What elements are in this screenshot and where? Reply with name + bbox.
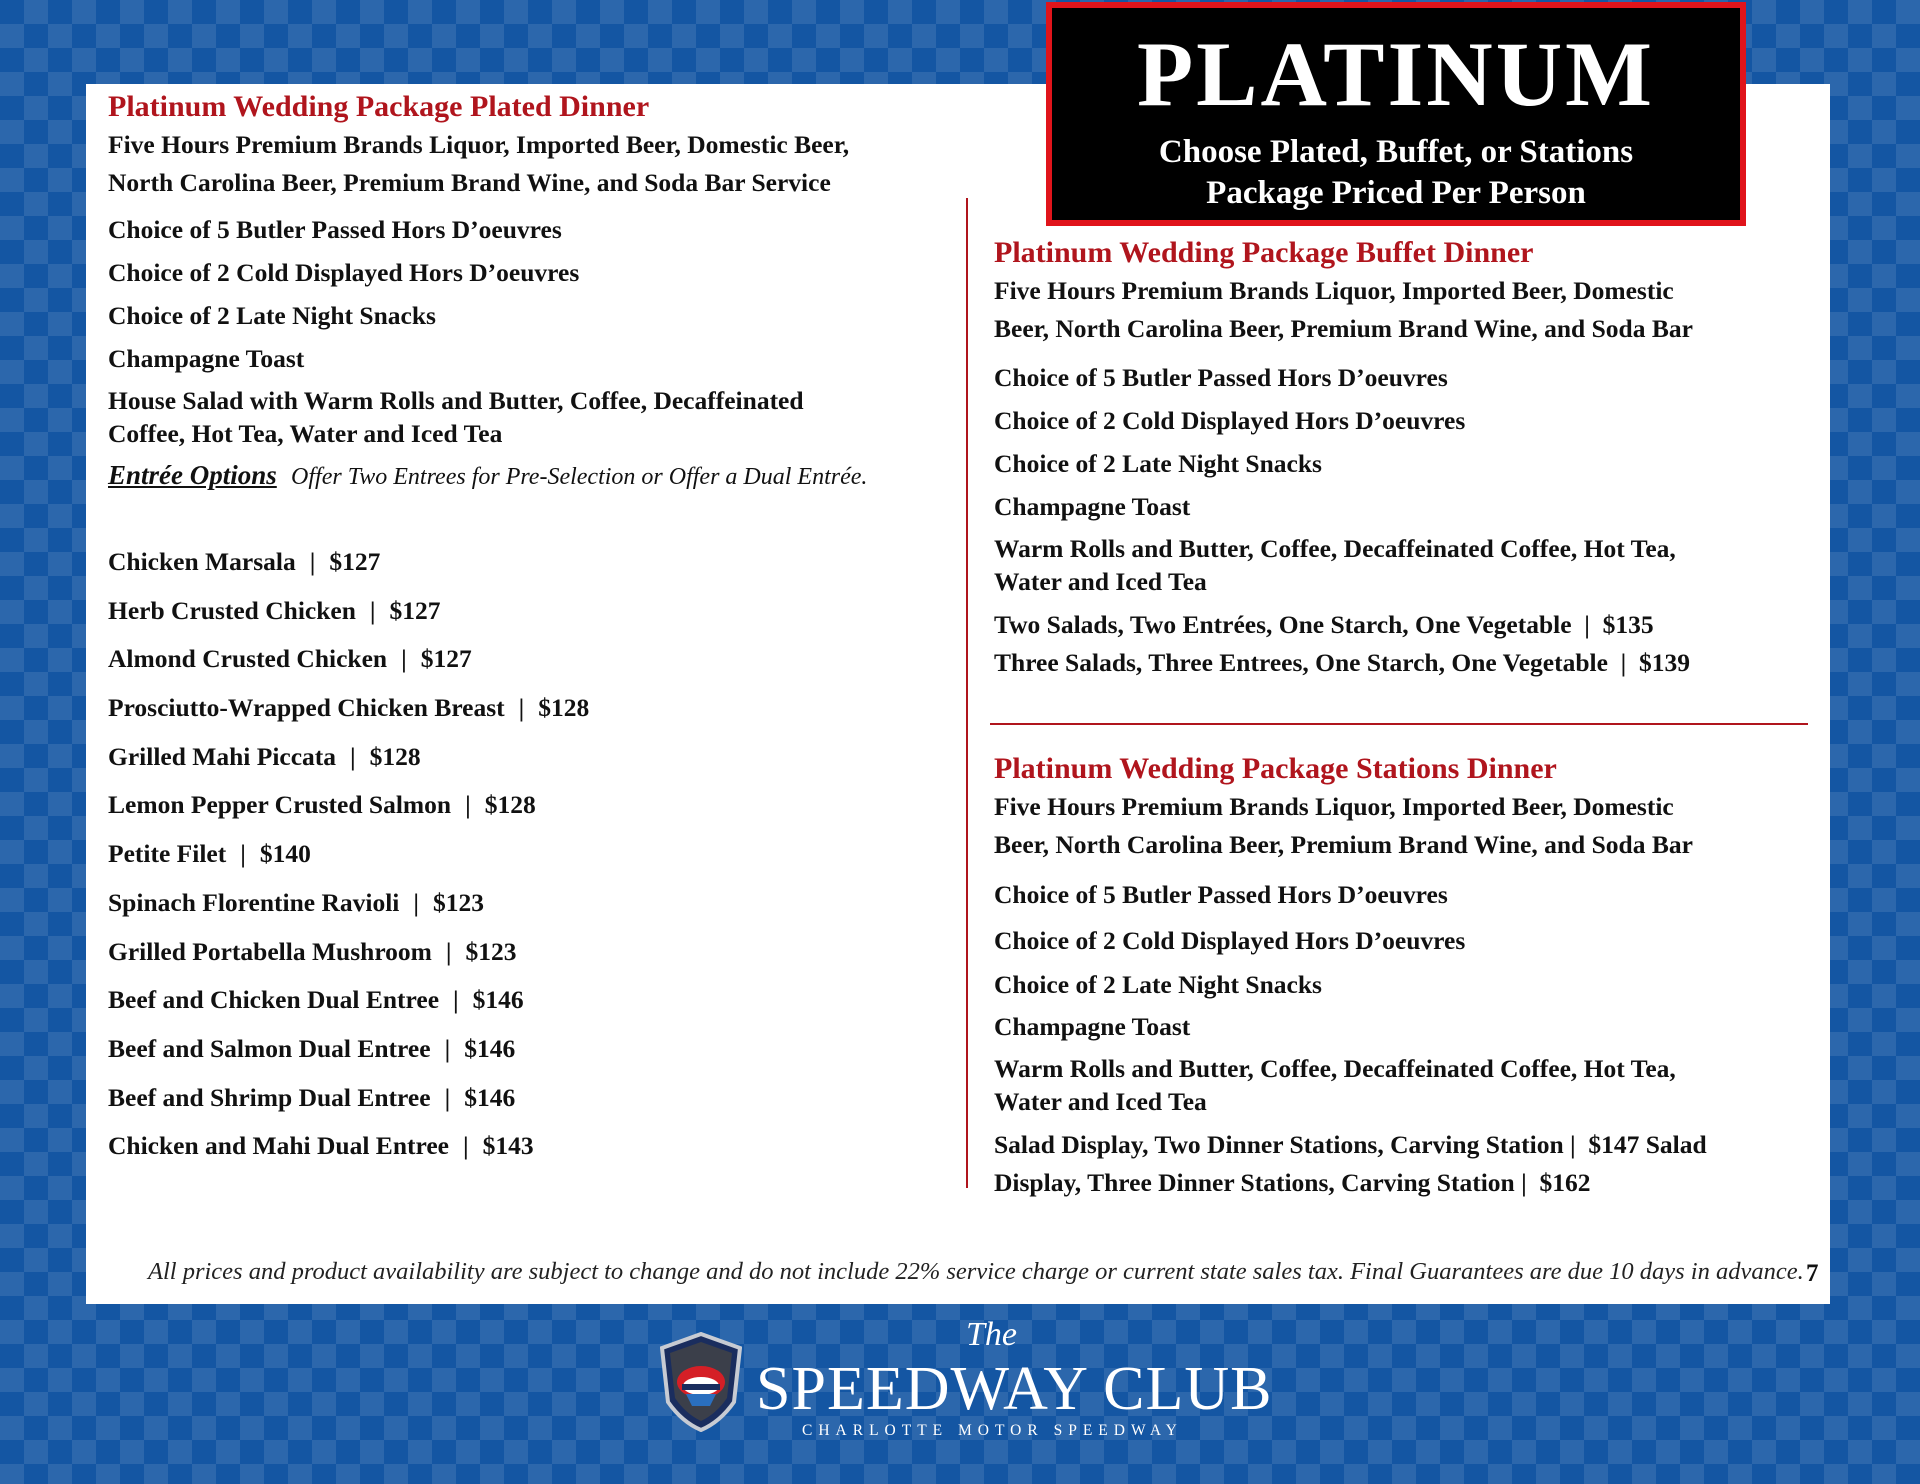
stations-item: Champagne Toast	[994, 1012, 1191, 1041]
entree-price: $146	[464, 1033, 516, 1063]
separator: |	[309, 547, 316, 576]
entree-name: Grilled Portabella Mushroom	[108, 936, 432, 966]
badge-title: PLATINUM	[1136, 23, 1656, 125]
entree-price: $128	[369, 741, 421, 771]
section-divider	[990, 723, 1808, 725]
entree-item	[108, 781, 978, 830]
buffet-item: Choice of 2 Late Night Snacks	[994, 449, 1322, 478]
plated-title: Platinum Wedding Package Plated Dinner	[108, 90, 650, 123]
speedway-club-logo	[660, 1318, 1280, 1442]
stations-bar-line1: Five Hours Premium Brands Liquor, Imported Beer, Domestic	[994, 792, 1674, 821]
buffet-bar-line1: Five Hours Premium Brands Liquor, Imported Beer, Domestic	[994, 276, 1674, 305]
plated-item: Choice of 2 Cold Displayed Hors D’oeuvres	[108, 258, 580, 287]
platinum-badge	[1046, 2, 1746, 226]
plated-bar-line1: Five Hours Premium Brands Liquor, Imported Beer, Domestic Beer,	[108, 130, 850, 159]
separator: |	[350, 741, 356, 771]
separator: |	[369, 595, 376, 625]
entree-options	[108, 456, 978, 496]
entree-item	[108, 1122, 978, 1171]
buffet-title: Platinum Wedding Package Buffet Dinner	[994, 236, 1534, 269]
separator: |	[444, 1033, 451, 1063]
column-divider	[966, 198, 968, 1188]
entree-item	[108, 635, 978, 684]
entree-name: Spinach Florentine Ravioli	[108, 887, 400, 917]
entree-price: $143	[482, 1131, 534, 1161]
buffet-option: Two Salads, Two Entrées, One Starch, One Vegetable | $135	[994, 610, 1654, 639]
entree-options-label: Entrée Options	[108, 460, 277, 490]
entree-price: $123	[433, 887, 485, 917]
entree-list	[108, 538, 978, 1171]
separator: |	[463, 1131, 469, 1161]
stations-rolls-line1: Warm Rolls and Butter, Coffee, Decaffeinated Coffee, Hot Tea,	[994, 1054, 1676, 1083]
entree-item	[108, 879, 978, 928]
entree-name: Beef and Chicken Dual Entree	[108, 985, 440, 1015]
buffet-item: Choice of 5 Butler Passed Hors D’oeuvres	[994, 363, 1448, 392]
plated-item: Choice of 5 Butler Passed Hors D’oeuvres	[108, 215, 562, 244]
buffet-section	[994, 234, 1814, 682]
entree-price: $127	[329, 547, 381, 576]
entree-item	[108, 733, 978, 782]
badge-subtitle	[1052, 132, 1740, 214]
entree-item	[108, 928, 978, 977]
buffet-bar-line2: Beer, North Carolina Beer, Premium Brand Wine, and Soda Bar	[994, 314, 1693, 343]
stations-rolls-line2: Water and Iced Tea	[994, 1087, 1207, 1116]
plated-bar-line2: North Carolina Beer, Premium Brand Wine, and Soda Bar Service	[108, 168, 831, 197]
stations-option-line2: Display, Three Dinner Stations, Carving Station | $162	[994, 1168, 1591, 1197]
logo-subtitle: CHARLOTTE MOTOR SPEEDWAY	[802, 1422, 1183, 1439]
entree-name: Chicken Marsala	[108, 547, 296, 576]
disclaimer: All prices and product availability are subject to change and do not include 22% service charge or current state sales tax. Final Guarantees are due 10 days in advance.	[148, 1258, 1804, 1285]
entree-name: Grilled Mahi Piccata	[108, 741, 337, 771]
buffet-option: Three Salads, Three Entrees, One Starch, One Vegetable | $139	[994, 648, 1691, 677]
entree-name: Almond Crusted Chicken	[108, 644, 388, 674]
separator: |	[401, 644, 407, 674]
stations-option-line1: Salad Display, Two Dinner Stations, Carving Station | $147 Salad	[994, 1130, 1707, 1159]
plated-item: Champagne Toast	[108, 344, 305, 373]
entree-price: $127	[420, 644, 472, 674]
page-number: 7	[1806, 1260, 1819, 1287]
buffet-item: Champagne Toast	[994, 492, 1191, 521]
separator: |	[518, 693, 525, 723]
entree-name: Beef and Salmon Dual Entree	[108, 1033, 431, 1063]
plated-section	[108, 86, 978, 1171]
entree-name: Petite Filet	[108, 839, 227, 869]
plated-salad-line2: Coffee, Hot Tea, Water and Iced Tea	[108, 419, 503, 448]
separator: |	[453, 985, 459, 1015]
separator: |	[444, 1082, 451, 1112]
entree-item	[108, 976, 978, 1025]
plated-salad-line1: House Salad with Warm Rolls and Butter, Coffee, Decaffeinated	[108, 386, 804, 415]
entree-item	[108, 1025, 978, 1074]
entree-name: Prosciutto-Wrapped Chicken Breast	[108, 693, 505, 723]
entree-name: Chicken and Mahi Dual Entree	[108, 1131, 449, 1161]
separator: |	[413, 887, 420, 917]
separator: |	[240, 839, 246, 869]
entree-price: $127	[389, 595, 441, 625]
buffet-item: Choice of 2 Cold Displayed Hors D’oeuvres	[994, 406, 1466, 435]
badge-subtitle-line2: Package Priced Per Person	[1206, 175, 1586, 211]
plated-item: Choice of 2 Late Night Snacks	[108, 301, 436, 330]
entree-price: $146	[464, 1082, 516, 1112]
logo-the: The	[966, 1316, 1017, 1353]
stations-bar-line2: Beer, North Carolina Beer, Premium Brand Wine, and Soda Bar	[994, 830, 1693, 859]
entree-price: $128	[484, 790, 536, 820]
logo-name: SPEEDWAY CLUB	[756, 1355, 1273, 1423]
separator: |	[465, 790, 471, 820]
entree-item	[108, 830, 978, 879]
entree-item	[108, 538, 978, 587]
entree-price: $128	[538, 693, 590, 723]
entree-price: $146	[472, 985, 524, 1015]
separator: |	[445, 936, 452, 966]
entree-item	[108, 684, 978, 733]
entree-name: Herb Crusted Chicken	[108, 595, 356, 625]
entree-price: $123	[465, 936, 517, 966]
entree-price: $140	[259, 839, 311, 869]
stations-item: Choice of 5 Butler Passed Hors D’oeuvres	[994, 880, 1448, 909]
stations-item: Choice of 2 Late Night Snacks	[994, 970, 1322, 999]
buffet-rolls-line2: Water and Iced Tea	[994, 567, 1207, 596]
entree-item	[108, 1074, 978, 1123]
entree-name: Beef and Shrimp Dual Entree	[108, 1082, 431, 1112]
stations-item: Choice of 2 Cold Displayed Hors D’oeuvres	[994, 926, 1466, 955]
stations-title: Platinum Wedding Package Stations Dinner	[994, 752, 1557, 785]
stations-section	[994, 750, 1814, 1202]
entree-name: Lemon Pepper Crusted Salmon	[108, 790, 452, 820]
entree-options-note: Offer Two Entrees for Pre-Selection or Offer a Dual Entrée.	[291, 464, 868, 490]
entree-item	[108, 587, 978, 636]
badge-subtitle-line1: Choose Plated, Buffet, or Stations	[1158, 134, 1634, 170]
shield-logo-icon	[660, 1332, 742, 1432]
buffet-rolls-line1: Warm Rolls and Butter, Coffee, Decaffeinated Coffee, Hot Tea,	[994, 534, 1676, 563]
